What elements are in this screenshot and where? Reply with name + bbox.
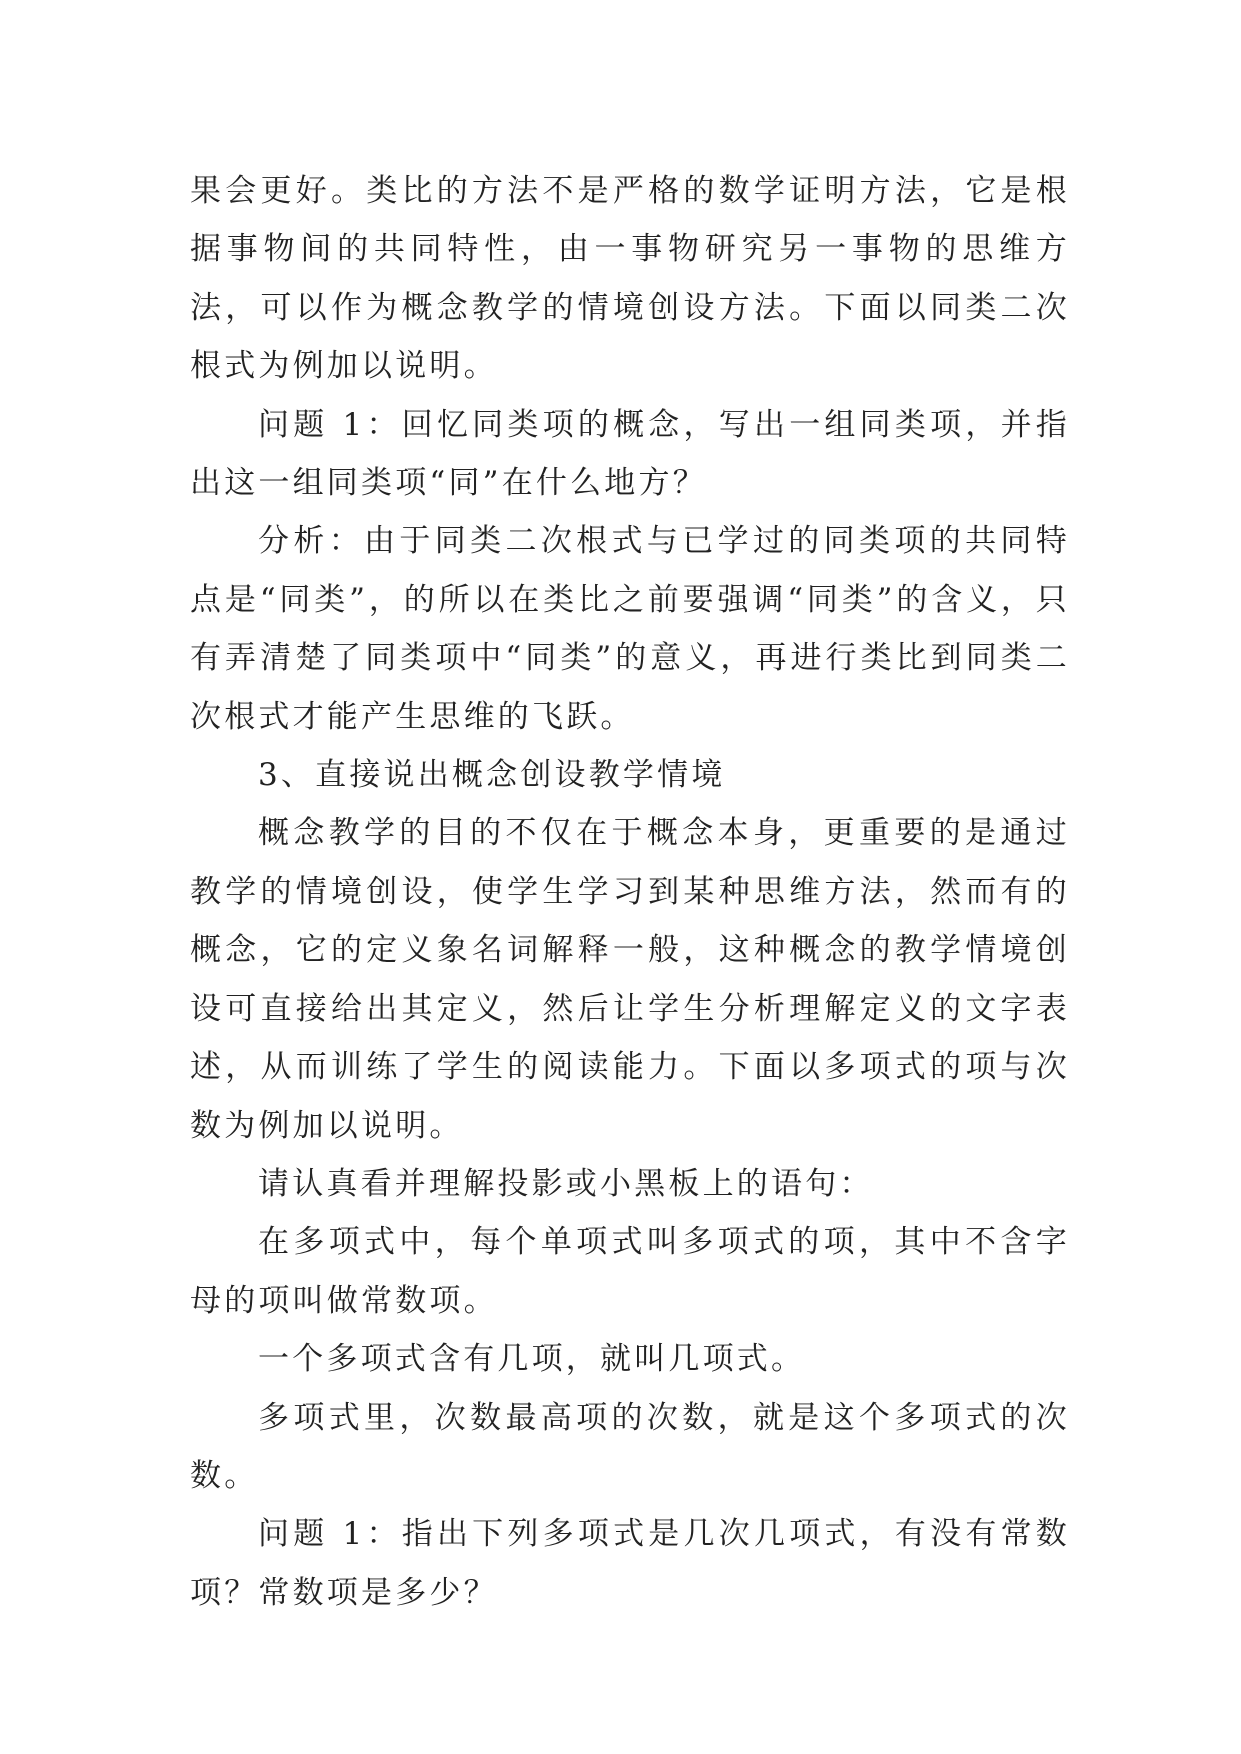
paragraph-9: 多项式里，次数最高项的次数，就是这个多项式的次数。 xyxy=(190,1399,1070,1494)
section-heading: 3、直接说出概念创设教学情境 xyxy=(258,757,726,794)
document-body xyxy=(190,162,1070,1622)
paragraph-8: 一个多项式含有几项，就叫几项式。 xyxy=(258,1341,806,1378)
paragraph-10: 问题 1：指出下列多项式是几次几项式，有没有常数项？常数项是多少？ xyxy=(190,1516,1070,1611)
paragraph-2: 问题 1：回忆同类项的概念，写出一组同类项，并指出这一组同类项“同”在什么地方？ xyxy=(190,406,1070,502)
paragraph-7: 在多项式中，每个单项式叫多项式的项，其中不含字母的项叫做常数项。 xyxy=(190,1224,1070,1319)
paragraph-5: 概念教学的目的不仅在于概念本身，更重要的是通过教学的情境创设，使学生学习到某种思维方法，然而有的概念，它的定义象名词解释一般，这种概念的教学情境创设可直接给出其定义，然后让学生分析理解定义的文字表述，从而训练了学生的阅读能力。下面以多项式的项与次数为例加以说明。 xyxy=(190,815,1070,1144)
paragraph-6: 请认真看并理解投影或小黑板上的语句： xyxy=(258,1165,874,1202)
paragraph-3: 分析：由于同类二次根式与已学过的同类项的共同特点是“同类”，的所以在类比之前要强调“同类”的含义，只有弄清楚了同类项中“同类”的意义，再进行类比到同类二次根式才能产生思维的飞跃。 xyxy=(190,523,1070,735)
paragraph-1: 果会更好。类比的方法不是严格的数学证明方法，它是根据事物间的共同特性，由一事物研究另一事物的思维方法，可以作为概念教学的情境创设方法。下面以同类二次根式为例加以说明。 xyxy=(190,173,1070,385)
